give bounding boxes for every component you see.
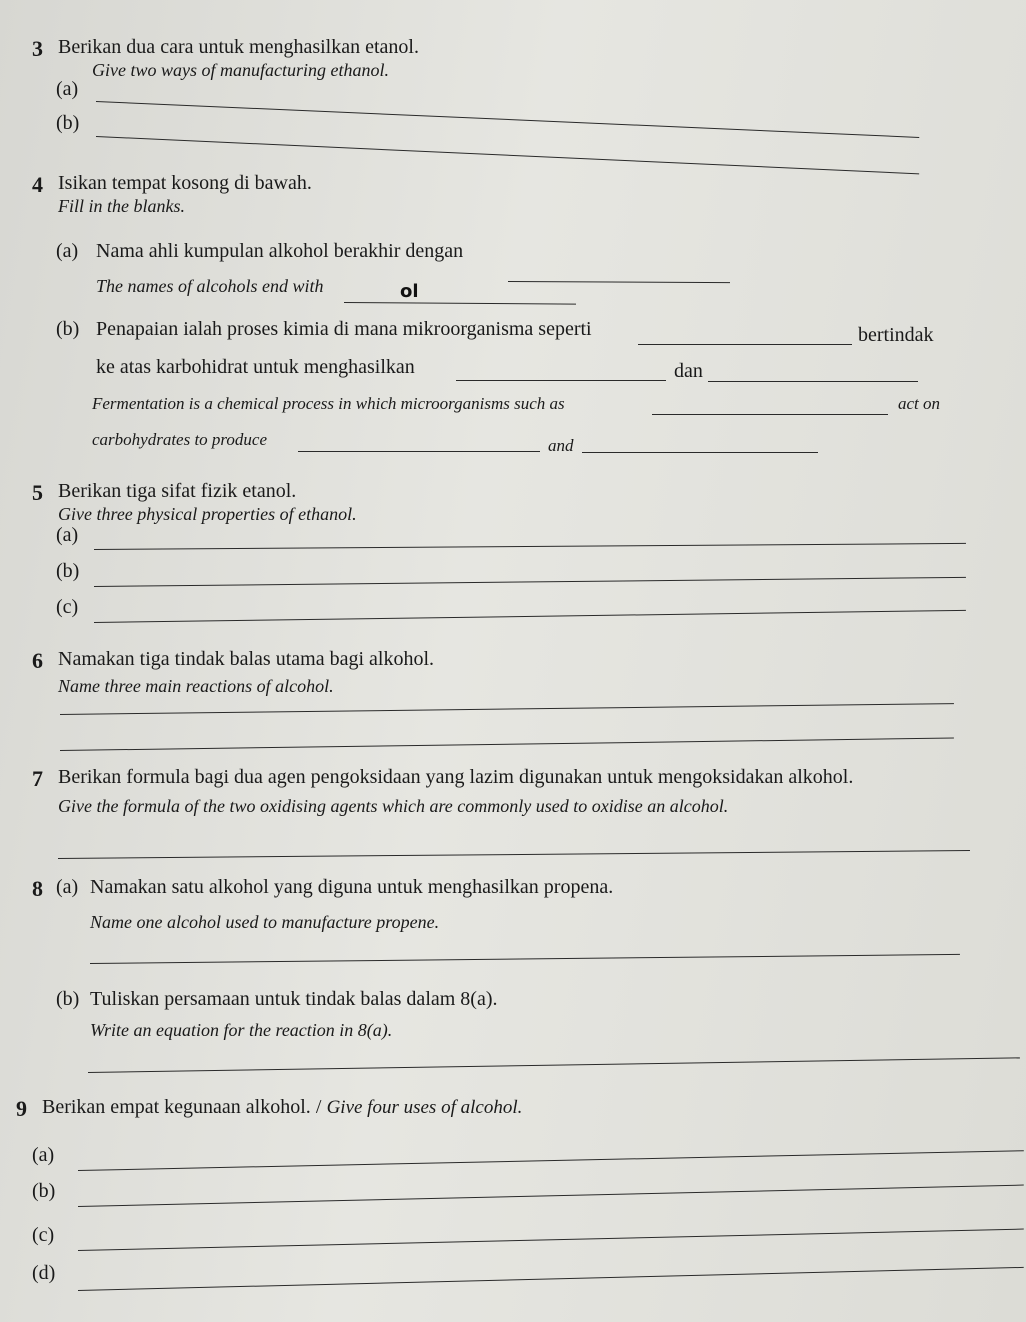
q3-label-b: (b) <box>56 112 80 134</box>
q5-label-a: (a) <box>56 524 79 546</box>
q4b-english-blank-2[interactable] <box>298 451 540 452</box>
q4b-english-line1-end: act on <box>898 394 941 413</box>
q3-label-a: (a) <box>56 78 79 100</box>
q3-answer-line-b[interactable] <box>96 136 919 174</box>
q9-separator: / <box>315 1096 322 1118</box>
q5-number: 5 <box>32 480 43 505</box>
q9-question-text <box>42 1096 522 1119</box>
q9-label-b: (b) <box>32 1180 56 1202</box>
q4b-malay-blank-2[interactable] <box>456 380 666 381</box>
q7-english-text: Give the formula of the two oxidising agents which are commonly used to oxidise an alcohol. <box>58 796 729 816</box>
q8b-label: (b) <box>56 988 80 1010</box>
q9-malay-text: Berikan empat kegunaan alkohol. <box>42 1096 311 1118</box>
q6-answer-line-1[interactable] <box>60 703 954 715</box>
q4a-malay-blank[interactable] <box>508 281 730 283</box>
q4b-english-and: and <box>548 436 574 455</box>
q4-number: 4 <box>32 172 43 197</box>
q7-malay-text: Berikan formula bagi dua agen pengoksidaan yang lazim digunakan untuk mengoksidakan alkohol. <box>58 766 854 788</box>
q4b-malay-blank-1[interactable] <box>638 344 852 345</box>
q4b-malay-line2: ke atas karbohidrat untuk menghasilkan <box>96 356 415 378</box>
q8a-malay-text: Namakan satu alkohol yang diguna untuk menghasilkan propena. <box>90 876 614 898</box>
q4b-english-line2: carbohydrates to produce <box>92 430 268 449</box>
q5-label-c: (c) <box>56 596 79 618</box>
q4a-answer-text: ol <box>400 281 419 302</box>
q5-english-text: Give three physical properties of ethanol. <box>58 504 357 524</box>
q6-malay-text: Namakan tiga tindak balas utama bagi alkohol. <box>58 648 434 670</box>
q3-number: 3 <box>32 36 43 61</box>
q5-malay-text: Berikan tiga sifat fizik etanol. <box>58 480 297 502</box>
q5-answer-line-c[interactable] <box>94 610 966 623</box>
q5-answer-line-a[interactable] <box>94 543 966 550</box>
q5-label-b: (b) <box>56 560 80 582</box>
q4b-english-blank-1[interactable] <box>652 414 888 415</box>
q9-label-a: (a) <box>32 1144 55 1166</box>
q4-english-text: Fill in the blanks. <box>58 196 185 216</box>
q7-answer-line[interactable] <box>58 850 970 859</box>
q4b-malay-line1-end: bertindak <box>858 324 934 346</box>
q9-answer-line-d[interactable] <box>78 1267 1024 1291</box>
q4a-english-blank[interactable] <box>344 302 576 305</box>
q9-answer-line-a[interactable] <box>78 1150 1024 1171</box>
q5-answer-line-b[interactable] <box>94 577 966 587</box>
q4b-label: (b) <box>56 318 80 340</box>
q3-answer-line-a[interactable] <box>96 101 919 138</box>
q3-english-text: Give two ways of manufacturing ethanol. <box>92 60 389 80</box>
q4b-malay-dan: dan <box>674 360 703 382</box>
q6-number: 6 <box>32 648 43 673</box>
q9-label-d: (d) <box>32 1262 56 1284</box>
q4a-english-text: The names of alcohols end with <box>96 276 324 296</box>
q9-english-text: Give four uses of alcohol. <box>326 1097 523 1118</box>
q8b-answer-line[interactable] <box>88 1057 1020 1073</box>
q4a-label: (a) <box>56 240 79 262</box>
q6-answer-line-2[interactable] <box>60 738 954 751</box>
q9-answer-line-b[interactable] <box>78 1185 1024 1207</box>
q9-answer-line-c[interactable] <box>78 1229 1024 1251</box>
q3-malay-text: Berikan dua cara untuk menghasilkan etanol. <box>58 36 419 58</box>
q4a-malay-text: Nama ahli kumpulan alkohol berakhir dengan <box>96 240 464 262</box>
q8a-label: (a) <box>56 876 79 898</box>
q8b-english-text: Write an equation for the reaction in 8(a). <box>90 1020 393 1040</box>
q4b-english-line1: Fermentation is a chemical process in which microorganisms such as <box>92 394 565 413</box>
q9-label-c: (c) <box>32 1224 55 1246</box>
q8a-answer-line[interactable] <box>90 954 960 964</box>
q8-number: 8 <box>32 876 43 901</box>
q6-english-text: Name three main reactions of alcohol. <box>58 676 334 696</box>
q8b-malay-text: Tuliskan persamaan untuk tindak balas dalam 8(a). <box>90 988 498 1010</box>
q4b-malay-blank-3[interactable] <box>708 381 918 382</box>
q4b-english-blank-3[interactable] <box>582 452 818 453</box>
q4b-malay-line1: Penapaian ialah proses kimia di mana mikroorganisma seperti <box>96 318 592 340</box>
q4-malay-text: Isikan tempat kosong di bawah. <box>58 172 312 194</box>
q7-number: 7 <box>32 766 43 791</box>
q8a-english-text: Name one alcohol used to manufacture propene. <box>90 912 440 932</box>
q9-number: 9 <box>16 1096 27 1121</box>
